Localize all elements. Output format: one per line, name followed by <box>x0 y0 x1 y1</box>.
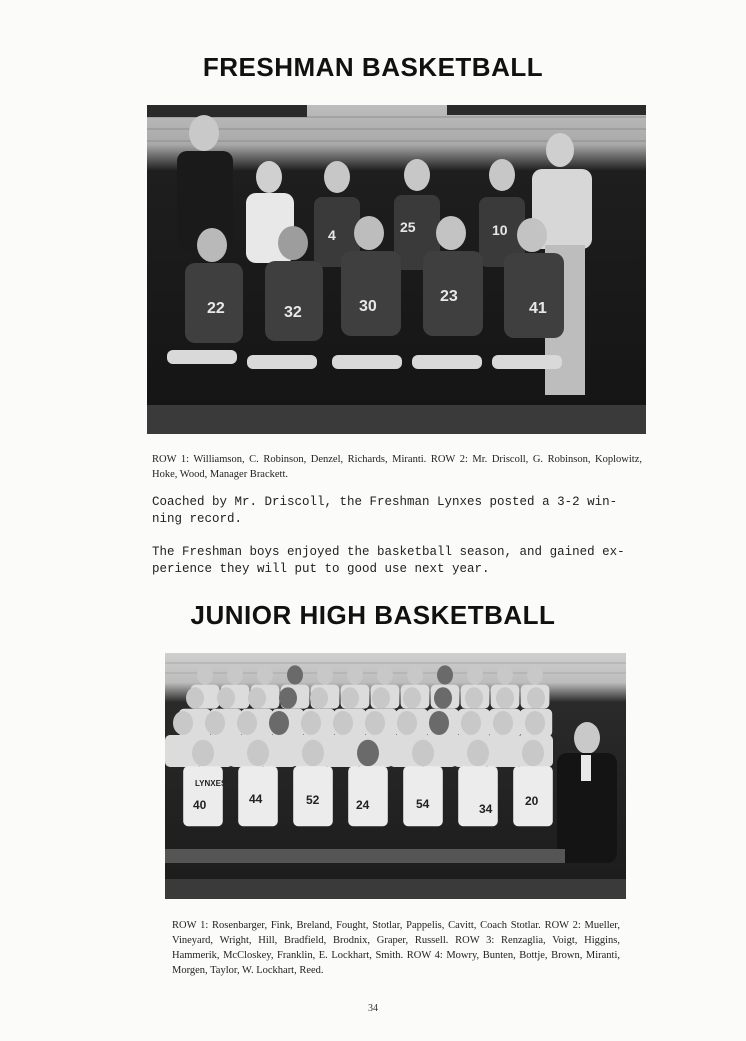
jersey-number: 24 <box>356 798 370 812</box>
player-head <box>527 665 543 684</box>
player-head <box>269 711 289 735</box>
jersey-number: 20 <box>525 794 539 808</box>
player-head <box>525 711 545 735</box>
player-head <box>467 740 489 766</box>
jersey-number: 25 <box>400 219 416 235</box>
junior-high-team-photo <box>165 653 626 899</box>
player-head <box>467 665 483 684</box>
player-head <box>372 687 390 709</box>
player-head <box>347 665 363 684</box>
player-head <box>217 687 235 709</box>
player-head <box>497 665 513 684</box>
jersey-number: 41 <box>529 300 547 317</box>
jersey-number: 40 <box>193 798 207 812</box>
player-head <box>522 740 544 766</box>
jersey-number: 34 <box>479 802 493 816</box>
player-jersey <box>485 735 521 767</box>
freshman-paragraph-season: The Freshman boys enjoyed the basketball season, and gained ex-perience they will put to good use next year. <box>152 545 625 576</box>
player-head <box>247 740 269 766</box>
player-head <box>192 740 214 766</box>
player-head <box>237 711 257 735</box>
junior-high-caption: ROW 1: Rosenbarger, Fink, Breland, Fought, Stotlar, Pappelis, Cavitt, Coach Stotlar. ROW 2: Mueller, Vineyard, Wright, Hill, Bradfield, Brodnix, Graper, Russell. ROW 3: Renzaglia, Voigt, Higgins, Hammerik, McCloskey, Franklin, E. Lockhart, Smith. ROW 4: Mowry, Bunten, Bottje, Brown, Miranti, Morgen, Taylor, W. Lockhart, Reed. <box>172 920 620 976</box>
player-jersey <box>348 766 388 826</box>
freshman-team-photo <box>147 105 646 434</box>
jersey-number: 23 <box>440 288 458 305</box>
player-head <box>461 711 481 735</box>
player-head <box>173 711 193 735</box>
jersey-number: 32 <box>284 304 302 321</box>
player-head <box>197 665 213 684</box>
player-head <box>227 665 243 684</box>
player-jersey <box>183 766 223 826</box>
player-head <box>357 740 379 766</box>
player-jersey <box>458 766 498 826</box>
jersey-number: 10 <box>492 222 508 238</box>
player-head <box>310 687 328 709</box>
player-head <box>302 740 324 766</box>
player-head <box>365 711 385 735</box>
player-head <box>186 687 204 709</box>
player-head <box>301 711 321 735</box>
player-head <box>429 711 449 735</box>
freshman-paragraph-record: Coached by Mr. Driscoll, the Freshman Lynxes posted a 3-2 win-ning record. <box>152 495 618 526</box>
junior-high-photo-illustration <box>165 653 626 899</box>
player-head <box>465 687 483 709</box>
player-head <box>287 665 303 684</box>
freshman-photo-illustration <box>147 105 646 434</box>
jersey-number: 4 <box>328 227 336 243</box>
jersey-number: 52 <box>306 793 320 807</box>
player-head <box>279 687 297 709</box>
player-head <box>407 665 423 684</box>
freshman-title: FRESHMAN BASKETBALL <box>202 52 544 82</box>
player-jersey <box>325 735 361 767</box>
player-head <box>257 665 273 684</box>
junior-high-title: JUNIOR HIGH BASKETBALL <box>190 600 556 630</box>
jersey-number: 22 <box>207 300 225 317</box>
player-head <box>397 711 417 735</box>
jersey-number: 44 <box>249 792 263 806</box>
player-head <box>412 740 434 766</box>
jersey-team-name: LYNXES <box>195 779 227 788</box>
player-head <box>437 665 453 684</box>
player-head <box>403 687 421 709</box>
player-head <box>496 687 514 709</box>
player-head <box>333 711 353 735</box>
jersey-number: 30 <box>359 298 377 315</box>
player-head <box>205 711 225 735</box>
player-head <box>434 687 452 709</box>
player-head <box>248 687 266 709</box>
player-head <box>341 687 359 709</box>
player-head <box>493 711 513 735</box>
player-head <box>527 687 545 709</box>
player-head <box>317 665 333 684</box>
jersey-number: 54 <box>416 797 430 811</box>
freshman-caption: ROW 1: Williamson, C. Robinson, Denzel, Richards, Miranti. ROW 2: Mr. Driscoll, G. Robinson, Koplowitz, Hoke, Wood, Manager Brackett. <box>152 454 642 480</box>
player-head <box>377 665 393 684</box>
page-number: 34 <box>368 1003 378 1014</box>
